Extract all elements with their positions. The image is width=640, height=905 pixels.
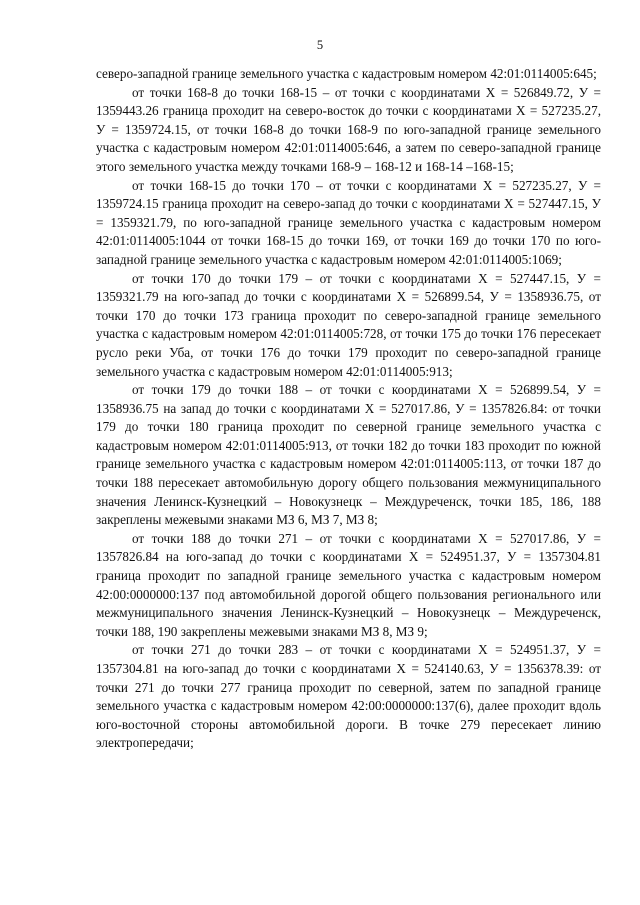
paragraph: от точки 168-15 до точки 170 – от точки с координатами Х = 527235.27, У = 1359724.15 граница проходит на северо-запад до точки с координатами Х = 527447.15, У = 1359321.79, по юго-западной границе земельного участка с кадастровым номером 42:01:0114005:1044 от точки 168-15 до точки 169, от точки 169 до точки 170 по юго-западной границе земельного участка с кадастровым номером 42:01:0114005:1069; (96, 177, 601, 267)
paragraph: от точки 179 до точки 188 – от точки с координатами Х = 526899.54, У = 1358936.75 на запад до точки с координатами Х = 527017.86, У = 1357826.84: от точки 179 до точки 180 граница проходит по северной границе земельного участка с кадастровым номером 42:01:0114005:913, от точки 182 до точки 183 проходит по южной границе земельного участка с кадастровым номером 42:01:0114005:113, от точки 187 до точки 188 пересекает автомобильную дорогу общего пользования межмуниципального значения Ленинск-Кузнецкий – Новокузнецк – Междуреченск, точки 185, 186, 188 закреплены межевыми знаками МЗ 6, МЗ 7, МЗ 8; (96, 382, 601, 528)
paragraph: северо-западной границе земельного участка с кадастровым номером 42:01:0114005:645; (96, 66, 597, 81)
document-body (96, 65, 601, 753)
paragraph: от точки 188 до точки 271 – от точки с координатами Х = 527017.86, У = 1357826.84 на юго-запад до точки с координатами Х = 524951.37, У = 1357304.81 граница проходит по западной границе земельного участка с кадастровым номером 42:00:0000000:137 под автомобильной дорогой общего пользования регионального или межмуниципального значения Ленинск-Кузнецкий – Новокузнецк – Междуреченск, точки 188, 190 закреплены межевыми знаками МЗ 8, МЗ 9; (96, 530, 601, 639)
paragraph: от точки 271 до точки 283 – от точки с координатами Х = 524951.37, У = 1357304.81 на юго-запад до точки с координатами Х = 524140.63, У = 1356378.39: от точки 271 до точки 277 граница проходит по северной, затем по западной границе земельного участка с кадастровым номером 42:00:0000000:137(6), далее проходит вдоль юго-восточной стороны автомобильной дороги. В точке 279 пересекает линию электропередачи; (96, 642, 601, 751)
paragraph: от точки 168-8 до точки 168-15 – от точки с координатами Х = 526849.72, У = 1359443.26 граница проходит на северо-восток до точки с координатами Х = 527235.27, У = 1359724.15, от точки 168-8 до точки 168-9 по юго-западной границе земельного участка с кадастровым номером 42:01:0114005:646, а затем по северо-западной границе этого земельного участка между точками 168-9 – 168-12 и 168-14 –168-15; (96, 84, 601, 174)
paragraph: от точки 170 до точки 179 – от точки с координатами Х = 527447.15, У = 1359321.79 на юго-запад до точки с координатами Х = 526899.54, У = 1358936.75, от точки 170 до точки 173 граница проходит по северо-западной границе земельного участка с кадастровым номером 42:01:0114005:728, от точки 175 до точки 176 пересекает русло реки Уба, от точки 176 до точки 179 проходит по северо-западной границе земельного участка с кадастровым номером 42:01:0114005:913; (96, 270, 601, 379)
page-number: 5 (316, 38, 324, 52)
